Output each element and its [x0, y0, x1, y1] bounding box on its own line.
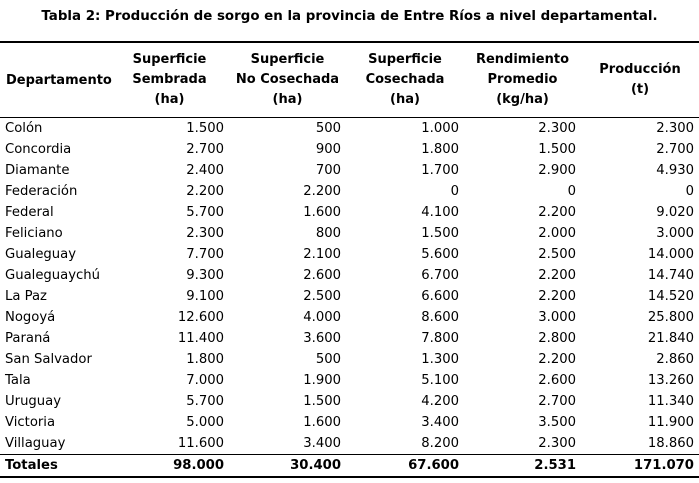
cell-rendimiento-promedio: 2.700	[538, 393, 576, 409]
header-line: Superficie	[368, 51, 442, 67]
cell-superficie-cosechada: 0	[450, 183, 459, 199]
header-line: (t)	[630, 81, 650, 97]
cell-departamento: Gualeguay	[5, 246, 77, 262]
cell-rendimiento-promedio: 2.200	[538, 204, 576, 220]
cell-superficie-no-cosechada: 900	[315, 141, 341, 157]
header-superficie-sembrada	[110, 42, 229, 117]
table-row	[0, 328, 699, 349]
cell-superficie-cosechada: 1.700	[421, 162, 459, 178]
table-row	[0, 286, 699, 307]
cell-rendimiento-promedio: 2.800	[538, 330, 576, 346]
cell-superficie-cosechada: 1.300	[421, 351, 459, 367]
header-line: Superficie	[132, 51, 207, 67]
cell-superficie-no-cosechada: 2.200	[303, 183, 341, 199]
header-line: (ha)	[390, 91, 420, 107]
cell-rendimiento-promedio: 2.200	[538, 267, 576, 283]
table-body	[0, 117, 699, 477]
cell-superficie-no-cosechada: 3.600	[303, 330, 341, 346]
cell-produccion: 14.520	[647, 288, 694, 304]
cell-rendimiento-promedio: 1.500	[538, 141, 576, 157]
cell-produccion: 11.340	[647, 393, 694, 409]
table-row	[0, 139, 699, 160]
cell-produccion: 9.020	[656, 204, 694, 220]
cell-departamento: Federal	[5, 204, 54, 220]
table-row	[0, 223, 699, 244]
total-superficie-sembrada: 98.000	[173, 457, 224, 473]
cell-departamento: Paraná	[5, 330, 51, 346]
cell-produccion: 25.800	[647, 309, 694, 325]
cell-superficie-no-cosechada: 1.600	[303, 414, 341, 430]
header-row	[0, 42, 699, 117]
header-line: Superficie	[250, 51, 325, 67]
cell-departamento: Gualeguaychú	[5, 267, 101, 283]
table-row	[0, 349, 699, 370]
table-row	[0, 117, 699, 139]
total-produccion: 171.070	[633, 457, 694, 473]
cell-rendimiento-promedio: 2.900	[538, 162, 576, 178]
table-row	[0, 160, 699, 181]
cell-departamento: Colón	[5, 120, 43, 136]
sorghum-production-table	[0, 41, 699, 478]
cell-produccion: 2.700	[656, 141, 694, 157]
totals-row	[0, 454, 699, 477]
cell-superficie-sembrada: 12.600	[177, 309, 224, 325]
header-line: Producción	[599, 61, 681, 77]
cell-superficie-no-cosechada: 2.500	[303, 288, 341, 304]
cell-superficie-cosechada: 8.600	[421, 309, 459, 325]
cell-rendimiento-promedio: 2.200	[538, 351, 576, 367]
table-row	[0, 244, 699, 265]
cell-produccion: 2.300	[656, 120, 694, 136]
cell-departamento: Villaguay	[5, 435, 66, 451]
total-rendimiento-promedio: 2.531	[534, 457, 576, 473]
cell-departamento: Diamante	[5, 162, 70, 178]
cell-produccion: 14.740	[647, 267, 694, 283]
cell-rendimiento-promedio: 2.300	[538, 120, 576, 136]
cell-rendimiento-promedio: 2.200	[538, 288, 576, 304]
cell-superficie-cosechada: 5.600	[421, 246, 459, 262]
header-departamento	[0, 42, 110, 117]
header-produccion	[581, 42, 699, 117]
cell-superficie-sembrada: 7.000	[186, 372, 224, 388]
cell-superficie-cosechada: 6.700	[421, 267, 459, 283]
cell-superficie-no-cosechada: 500	[315, 351, 341, 367]
cell-rendimiento-promedio: 2.500	[538, 246, 576, 262]
cell-produccion: 21.840	[647, 330, 694, 346]
cell-superficie-sembrada: 2.200	[186, 183, 224, 199]
cell-rendimiento-promedio: 0	[567, 183, 576, 199]
cell-departamento: Nogoyá	[5, 309, 56, 325]
cell-superficie-sembrada: 7.700	[186, 246, 224, 262]
cell-departamento: Tala	[5, 372, 31, 388]
cell-superficie-no-cosechada: 1.600	[303, 204, 341, 220]
cell-rendimiento-promedio: 3.500	[538, 414, 576, 430]
cell-superficie-no-cosechada: 1.500	[303, 393, 341, 409]
table-row	[0, 370, 699, 391]
cell-departamento: Concordia	[5, 141, 72, 157]
header-line: (ha)	[272, 91, 303, 107]
cell-departamento: Uruguay	[5, 393, 62, 409]
cell-superficie-cosechada: 1.000	[421, 120, 459, 136]
header-superficie-no-cosechada	[229, 42, 346, 117]
cell-produccion: 0	[685, 183, 694, 199]
cell-produccion: 3.000	[656, 225, 694, 241]
table-row	[0, 265, 699, 286]
cell-departamento: La Paz	[5, 288, 47, 304]
cell-superficie-no-cosechada: 500	[315, 120, 341, 136]
cell-superficie-cosechada: 3.400	[421, 414, 459, 430]
cell-produccion: 13.260	[647, 372, 694, 388]
cell-departamento: Victoria	[5, 414, 56, 430]
cell-produccion: 18.860	[647, 435, 694, 451]
cell-superficie-no-cosechada: 3.400	[303, 435, 341, 451]
table-row	[0, 433, 699, 455]
cell-superficie-no-cosechada: 800	[315, 225, 341, 241]
cell-rendimiento-promedio: 3.000	[538, 309, 576, 325]
header-line: Cosechada	[365, 71, 445, 87]
total-superficie-cosechada: 67.600	[408, 457, 459, 473]
cell-superficie-sembrada: 5.700	[186, 204, 224, 220]
cell-superficie-sembrada: 9.300	[186, 267, 224, 283]
cell-superficie-cosechada: 5.100	[421, 372, 459, 388]
cell-departamento: Federación	[5, 183, 78, 199]
cell-superficie-no-cosechada: 1.900	[303, 372, 341, 388]
cell-superficie-sembrada: 1.800	[186, 351, 224, 367]
cell-superficie-sembrada: 1.500	[186, 120, 224, 136]
table-title: Tabla 2: Producción de sorgo en la provincia de Entre Ríos a nivel departamental.	[41, 9, 658, 24]
cell-superficie-no-cosechada: 2.100	[303, 246, 341, 262]
cell-superficie-no-cosechada: 2.600	[303, 267, 341, 283]
cell-superficie-sembrada: 11.400	[177, 330, 224, 346]
cell-departamento: Feliciano	[5, 225, 63, 241]
cell-superficie-cosechada: 8.200	[421, 435, 459, 451]
header-line: (kg/ha)	[496, 91, 549, 107]
header-line: Rendimiento	[475, 51, 570, 67]
cell-superficie-cosechada: 7.800	[421, 330, 459, 346]
cell-superficie-cosechada: 6.600	[421, 288, 459, 304]
cell-produccion: 14.000	[647, 246, 694, 262]
header-line: (ha)	[154, 91, 185, 107]
table-row	[0, 202, 699, 223]
cell-superficie-sembrada: 11.600	[177, 435, 224, 451]
cell-rendimiento-promedio: 2.000	[538, 225, 576, 241]
table-row	[0, 391, 699, 412]
cell-rendimiento-promedio: 2.600	[538, 372, 576, 388]
cell-superficie-cosechada: 4.200	[421, 393, 459, 409]
header-line: Sembrada	[132, 71, 207, 87]
table-row	[0, 412, 699, 433]
table-row	[0, 181, 699, 202]
cell-produccion: 11.900	[647, 414, 694, 430]
table-header	[0, 42, 699, 117]
header-line: No Cosechada	[235, 71, 340, 87]
total-superficie-no-cosechada: 30.400	[290, 457, 341, 473]
cell-departamento: San Salvador	[5, 351, 92, 367]
cell-produccion: 2.860	[656, 351, 694, 367]
cell-produccion: 4.930	[656, 162, 694, 178]
cell-superficie-cosechada: 1.500	[421, 225, 459, 241]
table-row	[0, 307, 699, 328]
header-superficie-cosechada	[346, 42, 464, 117]
cell-superficie-sembrada: 2.400	[186, 162, 224, 178]
cell-superficie-sembrada: 2.300	[186, 225, 224, 241]
header-line: Departamento	[6, 72, 112, 88]
cell-superficie-sembrada: 2.700	[186, 141, 224, 157]
cell-superficie-sembrada: 5.000	[186, 414, 224, 430]
cell-superficie-no-cosechada: 700	[315, 162, 341, 178]
cell-superficie-cosechada: 1.800	[421, 141, 459, 157]
cell-rendimiento-promedio: 2.300	[538, 435, 576, 451]
cell-superficie-cosechada: 4.100	[421, 204, 459, 220]
header-rendimiento-promedio	[464, 42, 581, 117]
cell-superficie-no-cosechada: 4.000	[303, 309, 341, 325]
cell-superficie-sembrada: 5.700	[186, 393, 224, 409]
cell-superficie-sembrada: 9.100	[186, 288, 224, 304]
totals-label: Totales	[5, 457, 58, 473]
header-line: Promedio	[487, 71, 558, 87]
